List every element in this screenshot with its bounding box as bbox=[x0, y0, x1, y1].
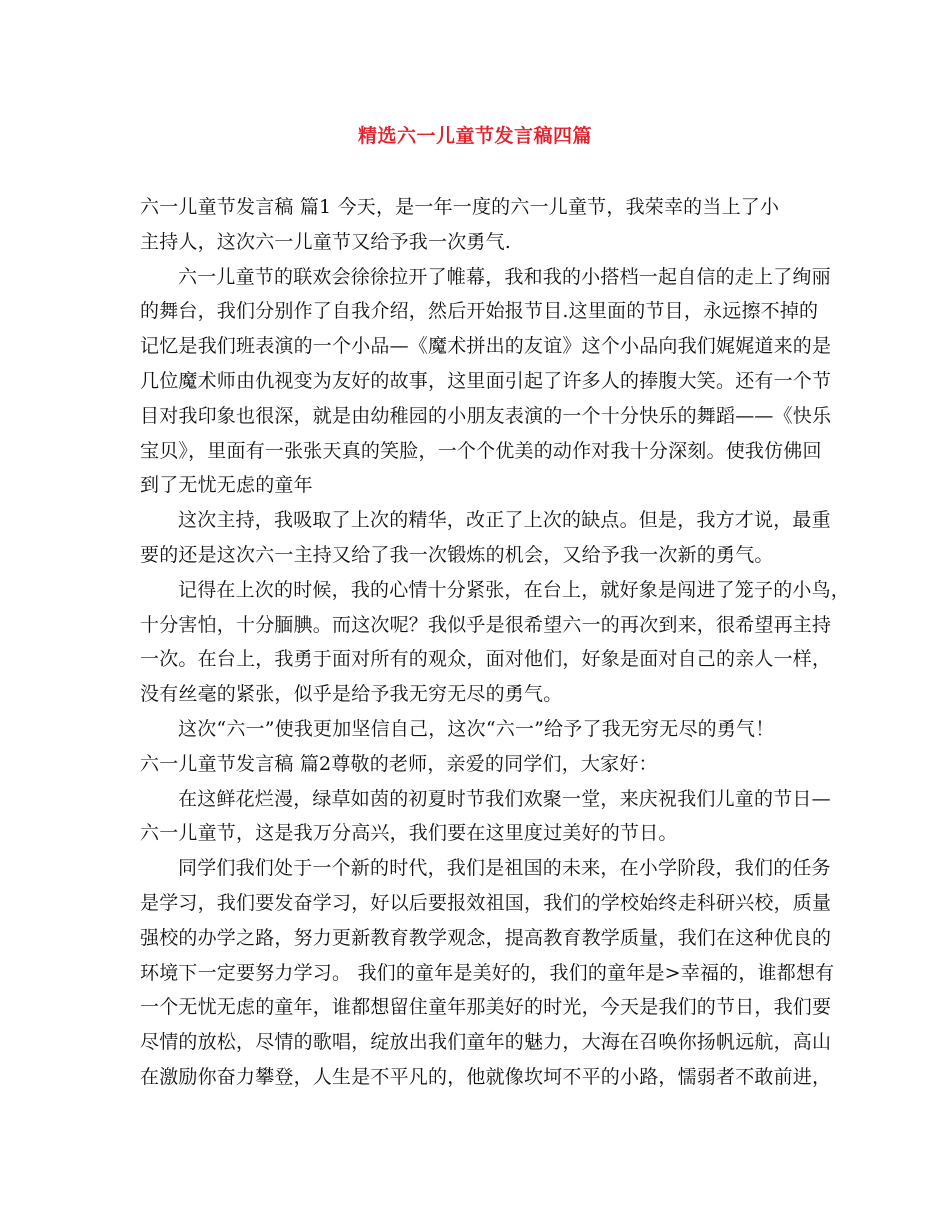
text-line: 的舞台，我们分别作了自我介绍，然后开始报节目.这里面的节目，永远擦不掉的 bbox=[140, 300, 819, 323]
document-body bbox=[140, 190, 851, 1095]
text-line: 到了无忧无虑的童年 bbox=[140, 474, 313, 497]
text-line: 记忆是我们班表演的一个小品—《魔术拼出的友谊》这个小品向我们娓娓道来的是 bbox=[140, 335, 832, 358]
text-line: 六一儿童节，这是我万分高兴，我们要在这里度过美好的节日。 bbox=[140, 822, 678, 845]
text-line: 一次。在台上，我勇于面对所有的观众，面对他们，好象是面对自己的亲人一样， bbox=[140, 648, 832, 671]
text-line: 环境下一定要努力学习。 我们的童年是美好的，我们的童年是>幸福的，谁都想有 bbox=[140, 961, 835, 984]
text-line: 同学们我们处于一个新的时代，我们是祖国的未来，在小学阶段，我们的任务 bbox=[178, 857, 831, 880]
document-title: 精选六一儿童节发言稿四篇 bbox=[357, 125, 592, 147]
text-line: 主持人，这次六一儿童节又给予我一次勇气. bbox=[140, 230, 512, 253]
text-line: 几位魔术师由仇视变为友好的故事，这里面引起了许多人的捧腹大笑。还有一个节 bbox=[140, 369, 832, 392]
text-line: 六一儿童节的联欢会徐徐拉开了帷幕，我和我的小搭档一起自信的走上了绚丽 bbox=[178, 265, 831, 288]
text-line: 六一儿童节发言稿 篇2尊敬的老师，亲爱的同学们，大家好： bbox=[140, 752, 658, 775]
text-line: 是学习，我们要发奋学习，好以后要报效祖国，我们的学校始终走科研兴校，质量 bbox=[140, 891, 832, 914]
text-line: 强校的办学之路，努力更新教育教学观念，提高教育教学质量，我们在这种优良的 bbox=[140, 926, 832, 949]
text-line: 没有丝毫的紧张，似乎是给予我无穷无尽的勇气。 bbox=[140, 683, 563, 706]
text-line: 尽情的放松，尽情的歌唱，绽放出我们童年的魅力，大海在召唤你扬帆远航，高山 bbox=[140, 1031, 832, 1054]
text-line: 记得在上次的时候，我的心情十分紧张，在台上，就好象是闯进了笼子的小鸟， bbox=[178, 578, 851, 601]
text-line: 在激励你奋力攀登，人生是不平凡的，他就像坎坷不平的小路，懦弱者不敢前进， bbox=[140, 1065, 832, 1088]
text-line: 六一儿童节发言稿 篇1 今天，是一年一度的六一儿童节，我荣幸的当上了小 bbox=[140, 196, 780, 218]
text-line: 在这鲜花烂漫，绿草如茵的初夏时节我们欢聚一堂，来庆祝我们儿童的节日— bbox=[178, 787, 831, 810]
text-line: 宝贝》，里面有一张张天真的笑脸，一个个优美的动作对我十分深刻。使我仿佛回 bbox=[140, 439, 822, 462]
text-line: 这次主持，我吸取了上次的精华，改正了上次的缺点。但是，我方才说，最重 bbox=[178, 509, 831, 532]
text-line: 一个无忧无虑的童年，谁都想留住童年那美好的时光，今天是我们的节日，我们要 bbox=[140, 996, 832, 1019]
text-line: 要的还是这次六一主持又给了我一次锻炼的机会，又给予我一次新的勇气。 bbox=[140, 543, 774, 566]
text-line: 十分害怕，十分腼腆。而这次呢？我似乎是很希望六一的再次到来，很希望再主持 bbox=[140, 613, 832, 636]
text-line: 目对我印象也很深，就是由幼稚园的小朋友表演的一个十分快乐的舞蹈——《快乐 bbox=[140, 404, 832, 427]
text-line: 这次“六一”使我更加坚信自己，这次“六一”给予了我无穷无尽的勇气！ bbox=[178, 717, 775, 740]
